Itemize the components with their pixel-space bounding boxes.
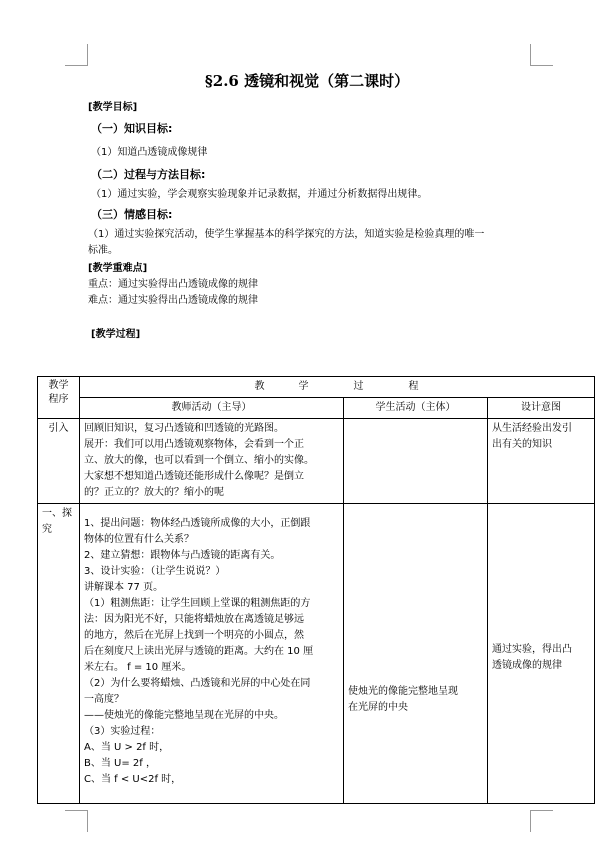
intent-line: 从生活经验出发引 bbox=[492, 423, 572, 434]
teacher-line: 一高度？ bbox=[84, 694, 124, 705]
process-section-heading: [教学过程] bbox=[91, 329, 141, 340]
teacher-line: 2、建立猜想：跟物体与凸透镜的距离有关。 bbox=[84, 550, 281, 561]
teacher-line: 米左右。 f = 10 厘米。 bbox=[84, 662, 192, 673]
key-points-heading: [教学重难点] bbox=[88, 263, 148, 274]
teacher-line: 讲解课本 77 页。 bbox=[84, 582, 164, 593]
teacher-line: 3、设计实验：（让学生说说？） bbox=[84, 566, 226, 577]
document-title: §2.6 透镜和视觉（第二课时） bbox=[204, 72, 410, 90]
emotion-item-line1: （1）通过实验探究活动，使学生掌握基本的科学探究的方法，知道实验是检验真理的唯一 bbox=[88, 229, 485, 240]
teacher-line: （1）粗测焦距：让学生回顾上堂课的粗测焦距的方 bbox=[84, 598, 311, 609]
intent-line: 透镜成像的规律 bbox=[492, 660, 562, 671]
crop-mark-tr-v bbox=[530, 44, 531, 66]
crop-mark-tl-v bbox=[87, 44, 88, 66]
table-subheader-row bbox=[38, 398, 595, 419]
teacher-line: 的地方，然后在光屏上找到一个明亮的小圆点，然 bbox=[84, 630, 304, 641]
teacher-line: （2）为什么要将蜡烛、凸透镜和光屏的中心处在同 bbox=[84, 678, 311, 689]
teacher-line: 1、提出问题：物体经凸透镜所成像的大小，正倒跟 bbox=[84, 518, 311, 529]
student-line: 使烛光的像能完整地呈现 bbox=[348, 686, 458, 697]
emotion-item-line2: 标准。 bbox=[88, 245, 118, 256]
stage-header-line1: 教学 bbox=[48, 380, 69, 391]
stage-cell: 引入 bbox=[38, 419, 80, 504]
key-point: 重点：通过实验得出凸透镜成像的规律 bbox=[88, 279, 258, 290]
teacher-line: 物体的位置有什么关系？ bbox=[84, 534, 194, 545]
stage-header bbox=[38, 377, 80, 419]
crop-mark-tl-h bbox=[65, 65, 87, 66]
teacher-activity-cell bbox=[80, 504, 344, 804]
teacher-line: 法：因为阳光不好，只能将蜡烛放在离透镜足够远 bbox=[84, 614, 304, 625]
teacher-line: 的？正立的？放大的？缩小的呢 bbox=[84, 487, 224, 498]
emotion-heading: （三）情感目标: bbox=[91, 208, 173, 221]
student-activity-header: 学生活动（主体） bbox=[344, 398, 488, 419]
teacher-line: （3）实验过程： bbox=[84, 726, 161, 737]
teacher-line: 后在刻度尺上读出光屏与透镜的距离。大约在 10 厘 bbox=[84, 646, 314, 657]
table-header-row bbox=[38, 377, 595, 398]
student-line: 在光屏的中央 bbox=[348, 702, 408, 713]
teacher-line: ——使烛光的像能完整地呈现在光屏的中央。 bbox=[84, 710, 284, 721]
student-activity-cell bbox=[344, 419, 488, 504]
lesson-process-table bbox=[37, 376, 595, 804]
teacher-line: 大家想不想知道凸透镜还能形成什么像呢？是倒立 bbox=[84, 471, 304, 482]
intent-line: 通过实验，得出凸 bbox=[492, 644, 572, 655]
teacher-line: C、当 f < U<2f 时， bbox=[84, 774, 182, 785]
design-intent-cell bbox=[488, 419, 595, 504]
stage-line2: 究 bbox=[42, 524, 52, 535]
teacher-line: A、当 U > 2f 时， bbox=[84, 742, 170, 753]
teacher-line: B、当 U= 2f ， bbox=[84, 758, 156, 769]
stage-line1: 一、探 bbox=[42, 508, 72, 519]
design-intent-cell bbox=[488, 504, 595, 804]
crop-mark-br-h bbox=[531, 810, 553, 811]
process-heading: （二）过程与方法目标: bbox=[91, 168, 206, 181]
teacher-line: 展开：我们可以用凸透镜观察物体，会看到一个正 bbox=[84, 439, 304, 450]
stage-header-line2: 程序 bbox=[48, 394, 69, 405]
table-row bbox=[38, 504, 595, 804]
student-activity-cell bbox=[344, 504, 488, 804]
table-row bbox=[38, 419, 595, 504]
knowledge-heading: （一）知识目标: bbox=[91, 122, 173, 135]
teacher-activity-cell bbox=[80, 419, 344, 504]
crop-mark-tr-h bbox=[531, 65, 553, 66]
crop-mark-br-v bbox=[530, 810, 531, 832]
stage-cell bbox=[38, 504, 80, 804]
knowledge-item: （1）知道凸透镜成像规律 bbox=[91, 147, 208, 158]
crop-mark-bl-v bbox=[87, 810, 88, 832]
teacher-line: 立、放大的像，也可以看到一个倒立、缩小的实像。 bbox=[84, 455, 314, 466]
teacher-activity-header: 教师活动（主导） bbox=[80, 398, 344, 419]
objectives-heading: [教学目标] bbox=[88, 102, 138, 113]
crop-mark-bl-h bbox=[65, 810, 87, 811]
teacher-line: 回顾旧知识，复习凸透镜和凹透镜的光路图。 bbox=[84, 423, 284, 434]
process-item: （1）通过实验，学会观察实验现象并记录数据，并通过分析数据得出规律。 bbox=[91, 189, 428, 200]
difficult-point: 难点：通过实验得出凸透镜成像的规律 bbox=[88, 295, 258, 306]
design-intent-header: 设计意图 bbox=[488, 398, 595, 419]
process-main-header: 教 学 过 程 bbox=[80, 377, 595, 398]
intent-line: 出有关的知识 bbox=[492, 439, 552, 450]
